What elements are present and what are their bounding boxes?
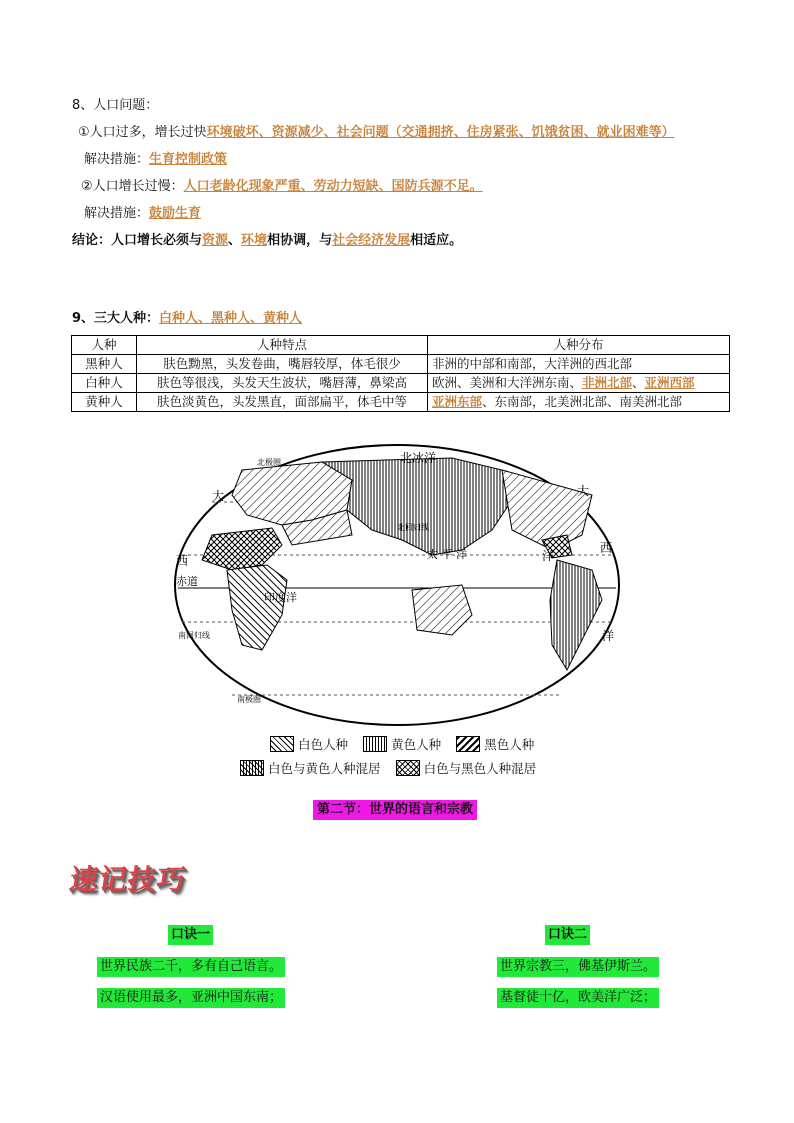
dist-highlight: 亚洲东部 <box>432 394 483 409</box>
section8-conclusion <box>72 232 462 250</box>
line4-prefix: 解决措施： <box>84 206 150 221</box>
dist-tail: 、东南部，北美洲北部、南美洲北部 <box>482 394 683 409</box>
legend-yellow-label: 黄色人种 <box>391 736 442 752</box>
traits-cell: 肤色黝黑，头发卷曲，嘴唇较厚，体毛很少 <box>137 355 428 374</box>
conclusion-sep: 、 <box>228 233 242 248</box>
label-tropic-n: 北回归线 <box>397 523 429 532</box>
label-da-right: 大 <box>577 484 590 498</box>
table-row <box>72 393 730 412</box>
legend-black-label: 黑色人种 <box>484 736 535 752</box>
header-traits: 人种特点 <box>137 336 428 355</box>
table-header-row <box>72 336 730 355</box>
mnemonic1-title: 口诀一 <box>168 925 213 945</box>
mnemonic2-line2: 基督徒十亿，欧美洋广泛； <box>497 988 659 1008</box>
legend-white-swatch <box>270 736 294 752</box>
dist-text: 非洲的中部和南部，大洋洲的西北部 <box>432 356 633 371</box>
legend-white-black-label: 白色与黑色人种混居 <box>423 760 537 776</box>
section8-line3 <box>81 178 483 196</box>
conclusion-environment: 环境 <box>241 233 268 248</box>
line2-highlight: 生育控制政策 <box>149 152 228 167</box>
legend-black-swatch <box>456 736 480 752</box>
conclusion-g: 相适应。 <box>410 233 463 248</box>
dist-highlight: 非洲北部 <box>582 375 633 390</box>
mnemonic1-line2: 汉语使用最多，亚洲中国东南； <box>97 988 285 1008</box>
header-distribution: 人种分布 <box>428 336 730 355</box>
label-arctic-circle: 北极圈 <box>257 458 281 467</box>
race-cell: 黑种人 <box>72 355 137 374</box>
header-race: 人种 <box>72 336 137 355</box>
dist-text: 欧洲、美洲和大洋洲东南、 <box>432 375 583 390</box>
memory-tips-logo: 速记技巧 <box>67 863 189 896</box>
dist-highlight-2: 亚洲西部 <box>644 375 695 390</box>
section8-line1 <box>78 124 675 142</box>
legend-yellow-swatch <box>363 736 387 752</box>
conclusion-e: 相协调，与 <box>267 233 333 248</box>
conclusion-resources: 资源 <box>202 233 229 248</box>
conclusion-economy: 社会经济发展 <box>332 233 411 248</box>
line2-prefix: 解决措施： <box>84 152 150 167</box>
label-pacific-ocean: 太 平 洋 <box>427 548 467 561</box>
dist-tail: 、 <box>632 375 645 390</box>
table-row <box>72 374 730 393</box>
world-race-map <box>172 440 622 730</box>
distribution-cell <box>428 355 730 374</box>
section9-title <box>72 310 302 328</box>
label-xi-left: 西 <box>176 554 189 568</box>
label-yang-atlantic: 洋 <box>602 629 615 643</box>
traits-cell: 肤色等很浅，头发天生波状，嘴唇薄，鼻梁高 <box>137 374 428 393</box>
label-arctic-ocean: 北冰洋 <box>400 451 437 465</box>
label-yang-pacific: 洋 <box>542 549 555 563</box>
race-cell: 白种人 <box>72 374 137 393</box>
section8-line4 <box>84 205 201 223</box>
line3-highlight: 人口老龄化现象严重、劳动力短缺、国防兵源不足。 <box>183 179 483 194</box>
legend-white-yellow-swatch <box>240 760 264 776</box>
line4-highlight: 鼓励生育 <box>149 206 202 221</box>
label-tropic-s: 南回归线 <box>178 631 210 640</box>
mnemonic1-line1: 世界民族二千，多有自己语言。 <box>97 957 285 977</box>
map-legend-row2 <box>240 757 546 777</box>
mnemonic2-title: 口诀二 <box>545 925 590 945</box>
line3-prefix: ②人口增长过慢： <box>81 179 184 194</box>
label-antarctic-circle: 南极圈 <box>237 695 261 704</box>
section9-title-highlight: 白种人、黑种人、黄种人 <box>159 311 303 326</box>
mnemonic2-line1: 世界宗教三，佛基伊斯兰。 <box>497 957 659 977</box>
distribution-cell <box>428 374 730 393</box>
conclusion-a: 结论：人口增长必须与 <box>72 233 203 248</box>
legend-white-label: 白色人种 <box>298 736 349 752</box>
section-title-language-religion: 第二节：世界的语言和宗教 <box>313 800 477 820</box>
map-legend-row1 <box>270 733 544 753</box>
race-table <box>71 335 730 412</box>
section8-title: 8、人口问题： <box>72 98 159 113</box>
section8-line2 <box>84 151 227 169</box>
distribution-cell <box>428 393 730 412</box>
label-xi-right: 西 <box>600 541 613 555</box>
traits-cell: 肤色淡黄色，头发黑直，面部扁平，体毛中等 <box>137 393 428 412</box>
line1-highlight: 环境破坏、资源减少、社会问题（交通拥挤、住房紧张、饥饿贫困、就业困难等） <box>206 125 675 140</box>
section9-title-label: 9、三大人种： <box>72 311 160 326</box>
legend-white-black-swatch <box>396 760 420 776</box>
label-indian-ocean: 印度洋 <box>264 591 297 604</box>
label-equator: 赤道 <box>176 575 198 588</box>
label-da-left: 大 <box>212 489 225 503</box>
legend-white-yellow-label: 白色与黄色人种混居 <box>268 760 381 776</box>
line1-prefix: ①人口过多，增长过快 <box>78 125 207 140</box>
table-row <box>72 355 730 374</box>
race-cell: 黄种人 <box>72 393 137 412</box>
